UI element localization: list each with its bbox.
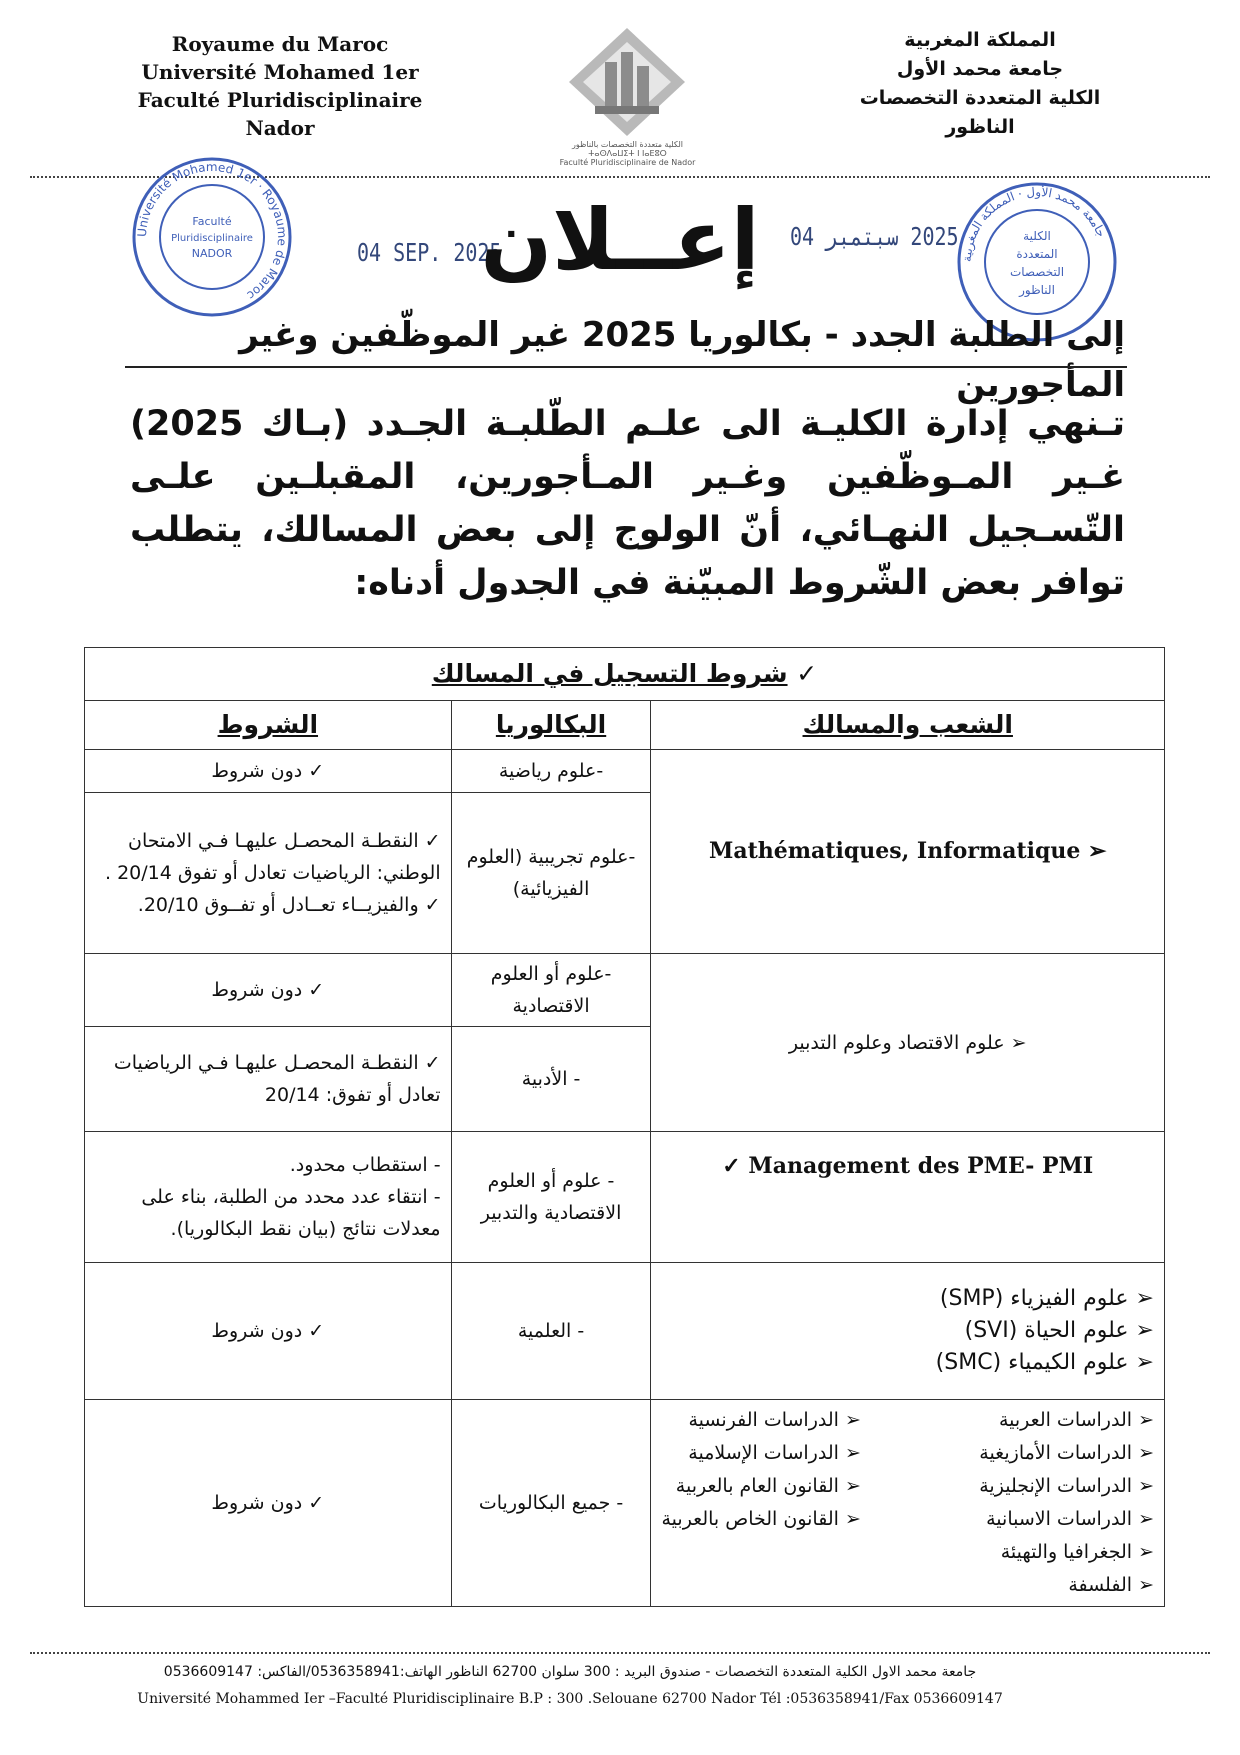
- header-ar-line: جامعة محمد الأول: [896, 58, 1064, 80]
- footer-arabic: جامعة محمد الاول الكلية المتعددة التخصصات - صندوق البريد : 300 سلوان 62700 الناظور الهاتف:0536358941/الفاكس: 0536609147: [163, 1664, 977, 1680]
- bac-cell: - جميع البكالوريات: [451, 1400, 651, 1607]
- date-stamp-left: 04 SEP. 2025: [357, 238, 502, 267]
- header-french: [110, 30, 450, 142]
- track-column: [661, 1404, 860, 1536]
- header-conditions: [85, 701, 452, 750]
- condition-cell: [85, 750, 452, 793]
- condition-cell: [85, 1263, 452, 1400]
- track-item: ➢ علوم الفيزياء (SMP): [661, 1283, 1154, 1315]
- stamp-center-line: الناظور: [1019, 283, 1055, 297]
- bac-cell: - الأدبية: [451, 1027, 651, 1132]
- condition-text: النقطـة المحصـل عليهـا فـي الامتحان الوطني: الرياضيات تعادل أو تفوق 20/14 .: [104, 830, 441, 884]
- footer-french: Université Mohammed Ier –Faculté Pluridisciplinaire B.P : 300 .Selouane 62700 Nador Tél :0536358941/Fax 0536609147: [137, 1691, 1003, 1707]
- track-item: ➢ القانون الخاص بالعربية: [661, 1503, 860, 1536]
- logo-caption: [555, 140, 700, 167]
- condition-text: دون شروط: [211, 979, 303, 1001]
- track-item: ➢ الدراسات الاسبانية: [979, 1503, 1154, 1536]
- track-item: ➢ الدراسات الأمازيغية: [979, 1437, 1154, 1470]
- track-item: ➢ الدراسات الفرنسية: [661, 1404, 860, 1437]
- track-maths-label: ➢ Mathématiques, Informatique: [709, 838, 1106, 864]
- track-maths: [651, 750, 1165, 954]
- header-fr-line: Royaume du Maroc: [171, 32, 389, 56]
- bac-cell: -علوم أو العلوم الاقتصادية: [451, 954, 651, 1027]
- track-item: ➢ القانون العام بالعربية: [661, 1470, 860, 1503]
- track-item: ➢ علوم الحياة (SVI): [661, 1315, 1154, 1347]
- table-row: [85, 1263, 1165, 1400]
- faculty-logo: [555, 20, 700, 170]
- logo-caption-fr: Faculté Pluridisciplinaire de Nador: [559, 158, 696, 167]
- logo-caption-tifinagh: ⵜⴰⵙⴷⴰⵡⵉⵜ ⵏ ⵏⴰⴹⵓⵔ: [588, 149, 667, 158]
- announcement-title: إعــلان: [480, 191, 760, 289]
- conditions-table: [84, 647, 1165, 1607]
- condition-text: - انتقاء عدد محدد من الطلبة، بناء على معدلات نتائج (بيان نقط البكالوريا).: [141, 1186, 441, 1240]
- condition-cell: [85, 1132, 452, 1263]
- table-row: [85, 750, 1165, 793]
- date-stamp-right: 2025 سبتمبر 04: [790, 222, 959, 251]
- stamp-center-line: Faculté: [192, 215, 232, 228]
- bac-cell: -علوم رياضية: [451, 750, 651, 793]
- header-fr-line: Nador: [245, 116, 315, 140]
- header-bac-text: البكالوريا: [495, 710, 607, 739]
- track-item: ➢ الفلسفة: [979, 1569, 1154, 1602]
- track-sciences: [651, 1263, 1165, 1400]
- header-bac: [451, 701, 651, 750]
- table-caption: [85, 648, 1165, 701]
- track-humanities: [651, 1400, 1165, 1607]
- logo-caption-ar: الكلية متعددة التخصصات بالناظور: [572, 140, 683, 149]
- track-item: ➢ الدراسات الإنجليزية: [979, 1470, 1154, 1503]
- stamp-ring-text: جامعة محمد الأول · المملكة المغربية: [959, 184, 1109, 263]
- stamp-center-line: Pluridisciplinaire: [171, 233, 253, 244]
- table-row: [85, 1132, 1165, 1263]
- track-eco: [651, 954, 1165, 1132]
- stamp-icon: [130, 155, 295, 320]
- condition-text: النقطـة المحصـل عليهـا فـي الرياضيات تعادل أو تفوق: 20/14: [113, 1052, 441, 1106]
- stamp-center-line: المتعددة: [1016, 247, 1058, 261]
- subtitle-underline: [125, 366, 1127, 368]
- condition-cell: [85, 1400, 452, 1607]
- condition-text: دون شروط: [211, 1492, 303, 1514]
- stamp-center-line: NADOR: [191, 247, 233, 260]
- header-arabic: [830, 26, 1130, 142]
- header-ar-line: المملكة المغربية: [904, 29, 1056, 51]
- stamp-center-line: التخصصات: [1009, 265, 1065, 279]
- bac-cell: - علوم أو العلوم الاقتصادية والتدبير: [451, 1132, 651, 1263]
- table-caption-text: شروط التسجيل في المسالك: [431, 659, 788, 688]
- header-ar-line: الكلية المتعددة التخصصات: [859, 87, 1101, 109]
- header-conditions-text: الشروط: [217, 710, 319, 739]
- table-row: [85, 954, 1165, 1027]
- university-stamp-left: [130, 155, 295, 320]
- stamp-center-line: الكلية: [1023, 229, 1051, 243]
- track-column: [979, 1404, 1154, 1602]
- table-row: [85, 1400, 1165, 1607]
- track-eco-label: علوم الاقتصاد وعلوم التدبير: [788, 1031, 1005, 1054]
- condition-text: دون شروط: [211, 1320, 303, 1342]
- condition-cell: [85, 954, 452, 1027]
- stamp-ring-text: Université Mohamed 1er · Royaume de Maroc: [134, 159, 290, 303]
- header-fr-line: Université Mohamed 1er: [141, 60, 419, 84]
- condition-cell: [85, 793, 452, 954]
- track-pme: Management des PME- PMI ✓: [651, 1132, 1165, 1263]
- header-ar-line: الناظور: [945, 116, 1015, 138]
- track-item: ➢ الدراسات الإسلامية: [661, 1437, 860, 1470]
- track-pme-label: Management des PME- PMI: [748, 1153, 1094, 1179]
- announcement-subtitle: إلى الطلبة الجدد - بكالوريا 2025 غير الموظّفين وغير المأجورين: [239, 315, 1125, 405]
- header-fr-line: Faculté Pluridisciplinaire: [137, 88, 423, 112]
- condition-text: دون شروط: [211, 760, 303, 782]
- bac-cell: -علوم تجريبية (العلوم الفيزيائية): [451, 793, 651, 954]
- track-item: ➢ علوم الكيمياء (SMC): [661, 1347, 1154, 1379]
- header-tracks-text: الشعب والمسالك: [802, 710, 1013, 739]
- condition-text: والفيزيــاء تعــادل أو تفــوق 20/10.: [137, 894, 419, 916]
- track-item: ➢ الجغرافيا والتهيئة: [979, 1536, 1154, 1569]
- header-tracks: [651, 701, 1165, 750]
- track-item: ➢ الدراسات العربية: [979, 1404, 1154, 1437]
- track-list: [661, 1404, 1154, 1602]
- announcement-body: تـنهي إدارة الكليـة الى علـم الطّلبـة الجـدد (بـاك 2025) غـير المـوظّفين وغـير المـأجورين، المقبلـين علـى التّسـجيل النهـائي، أنّ الولوج إلى بعض المسالك، يتطلب توافر بعض الشّروط المبيّنة في الجدول أدناه:: [130, 404, 1125, 603]
- condition-cell: [85, 1027, 452, 1132]
- footer-divider: [30, 1652, 1210, 1654]
- bac-cell: - العلمية: [451, 1263, 651, 1400]
- condition-text: - استقطاب محدود.: [289, 1154, 441, 1176]
